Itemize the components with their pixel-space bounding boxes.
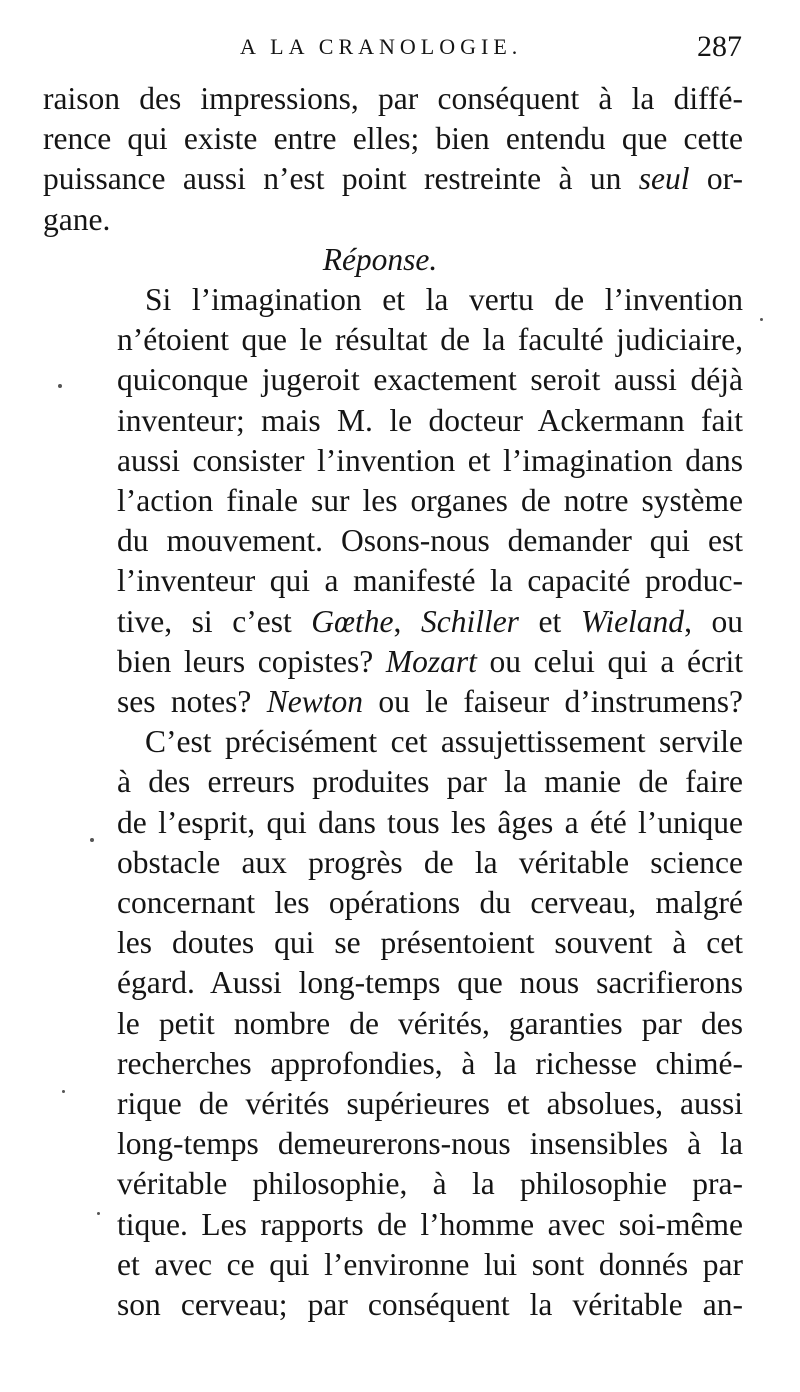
- text-segment: ,: [393, 603, 421, 639]
- text-segment: , ou: [684, 603, 743, 639]
- text-segment: et avec ce qui l’environne lui sont donnés par: [117, 1246, 743, 1282]
- text-line: [43, 118, 743, 160]
- text-line: [43, 78, 743, 120]
- text-line: [117, 681, 743, 723]
- text-line: [117, 400, 743, 442]
- text-segment: les doutes qui se présentoient souvent à cet: [117, 925, 743, 961]
- text-line: [43, 199, 743, 241]
- text-segment: obstacle aux progrès de la véritable science: [117, 844, 743, 880]
- text-segment: C’est précisément cet assujettissement servile: [145, 724, 743, 760]
- text-line: [117, 520, 743, 562]
- text-segment: son cerveau; par conséquent la véritable an-: [117, 1287, 743, 1322]
- text-segment: rence qui existe entre elles; bien entendu que cette: [43, 121, 743, 157]
- text-segment: quiconque jugeroit exactement seroit aussi déjà: [117, 362, 743, 398]
- text-line: [117, 1244, 743, 1286]
- text-segment: à des erreurs produites par la manie de faire: [117, 764, 743, 800]
- text-segment: ou celui qui a écrit: [476, 643, 743, 679]
- scan-speck: [90, 838, 94, 842]
- text-segment: n’étoient que le résultat de la faculté judiciaire,: [117, 322, 743, 358]
- text-segment: recherches approfondies, à la richesse chimé-: [117, 1045, 743, 1081]
- text-segment: de l’esprit, qui dans tous les âges a été l’unique: [117, 804, 743, 840]
- text-segment: l’action finale sur les organes de notre système: [117, 483, 743, 518]
- text-line: [117, 962, 743, 1004]
- text-segment: raison des impressions, par conséquent à la diffé-: [43, 81, 743, 116]
- text-line: [117, 1123, 743, 1165]
- text-line: [117, 1163, 743, 1205]
- text-line: [43, 158, 743, 200]
- text-segment: l’inventeur qui a manifesté la capacité produc-: [117, 563, 743, 599]
- text-segment: ou le faiseur d’instrumens?: [363, 684, 743, 719]
- text-line: [117, 601, 743, 643]
- text-segment: puissance aussi n’est point restreinte à un: [43, 161, 639, 197]
- text-segment: le petit nombre de vérités, garanties par des: [117, 1005, 743, 1041]
- italic-text: Newton: [266, 684, 364, 719]
- page-number: 287: [697, 30, 742, 63]
- text-line: [117, 1083, 743, 1125]
- scan-speck: [62, 1090, 65, 1093]
- italic-text: Réponse.: [322, 241, 438, 277]
- text-segment: inventeur; mais M. le docteur Ackermann fait: [117, 402, 743, 438]
- scan-speck: [58, 384, 62, 388]
- text-line: [117, 560, 743, 602]
- text-line: [117, 761, 743, 803]
- text-segment: et: [518, 603, 581, 639]
- text-line: [117, 359, 743, 401]
- italic-text: Wieland: [580, 603, 685, 639]
- text-line: [117, 1003, 743, 1045]
- italic-text: Mozart: [385, 643, 477, 679]
- text-line: [117, 1284, 743, 1326]
- text-segment: or-: [689, 161, 743, 197]
- text-line: [117, 319, 743, 361]
- text-segment: long-temps demeurerons-nous insensibles à la: [117, 1126, 743, 1162]
- text-line: [117, 1043, 743, 1085]
- text-line: [117, 641, 743, 683]
- text-line: [117, 882, 743, 924]
- page-header: [0, 30, 800, 70]
- text-segment: aussi consister l’invention et l’imagination dans: [117, 442, 743, 478]
- scan-speck: [760, 318, 763, 321]
- section-heading: [0, 239, 760, 281]
- text-segment: ses notes?: [117, 684, 267, 719]
- text-line: [117, 480, 743, 522]
- italic-text: Gœthe: [311, 603, 394, 639]
- text-line: [117, 440, 743, 482]
- italic-text: Schiller: [420, 603, 519, 639]
- text-segment: gane.: [43, 201, 111, 237]
- text-line: [117, 1204, 743, 1246]
- text-segment: égard. Aussi long-temps que nous sacrifierons: [117, 965, 743, 1001]
- text-line: [117, 802, 743, 844]
- text-segment: tive, si c’est: [117, 603, 312, 639]
- text-line: [145, 279, 743, 321]
- italic-text: seul: [638, 161, 690, 197]
- scan-speck: [97, 1212, 100, 1215]
- text-segment: véritable philosophie, à la philosophie pra-: [117, 1166, 743, 1202]
- text-line: [145, 721, 743, 763]
- text-segment: du mouvement. Osons-nous demander qui est: [117, 523, 743, 559]
- text-segment: Si l’imagination et la vertu de l’invention: [145, 282, 743, 317]
- text-segment: tique. Les rapports de l’homme avec soi-même: [117, 1206, 743, 1242]
- text-segment: rique de vérités supérieures et absolues, aussi: [117, 1086, 743, 1121]
- text-line: [117, 842, 743, 884]
- running-title: A LA CRANOLOGIE.: [240, 34, 523, 59]
- text-segment: concernant les opérations du cerveau, malgré: [117, 885, 743, 920]
- text-line: [117, 922, 743, 964]
- text-segment: bien leurs copistes?: [117, 643, 386, 679]
